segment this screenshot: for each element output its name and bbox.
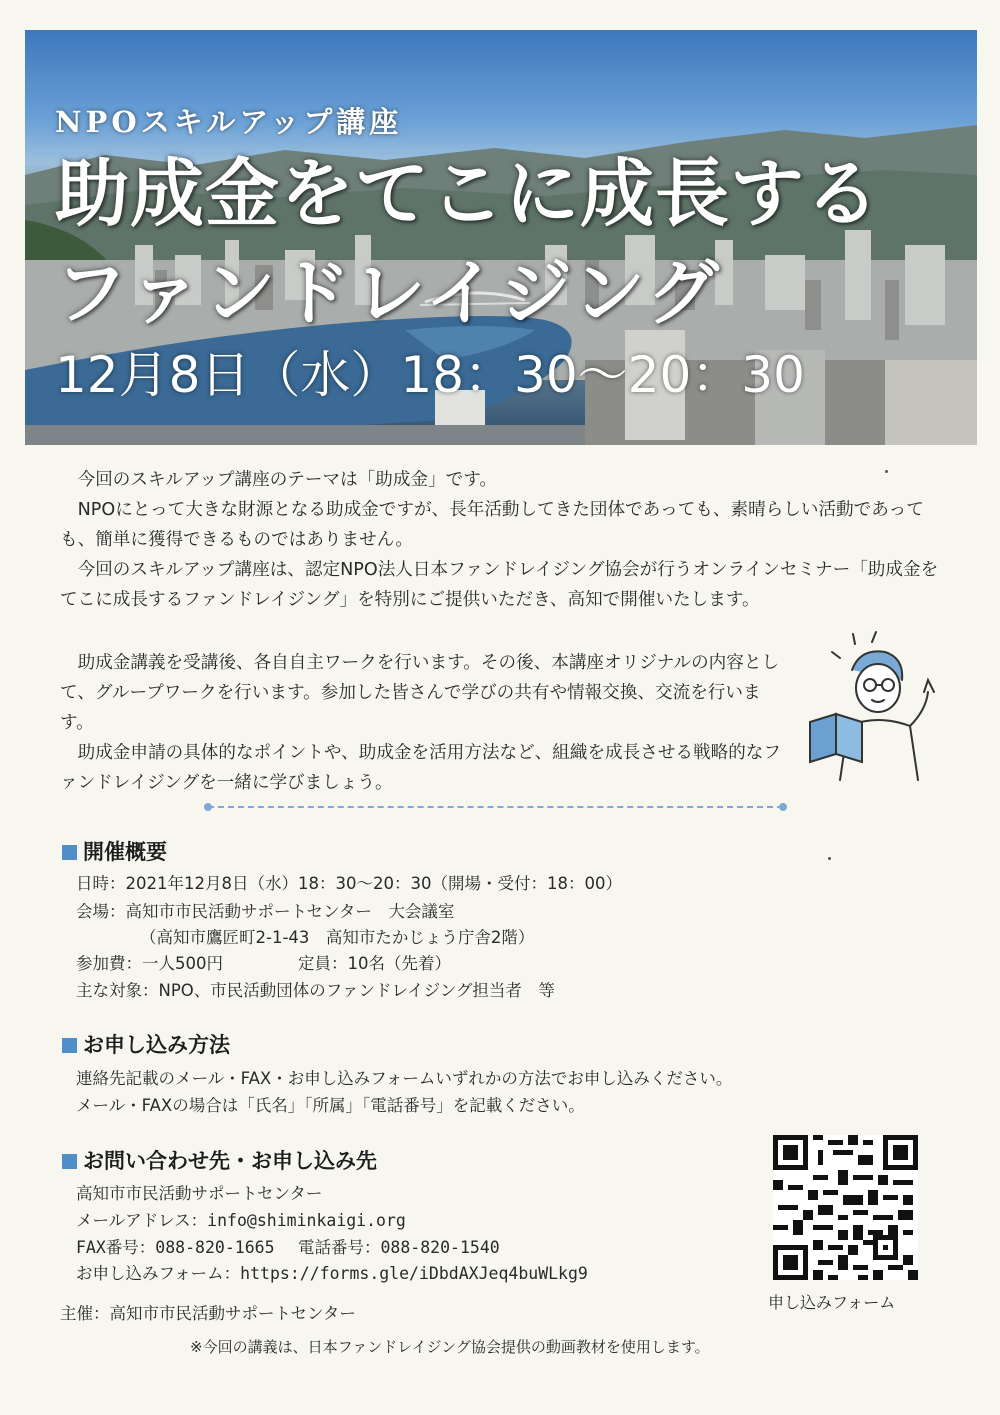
apply-heading-text: お申し込み方法 (83, 1033, 230, 1057)
heading-square-icon (62, 1154, 77, 1169)
overview-capacity: 定員：10名（先着） (298, 954, 451, 973)
qr-caption: 申し込みフォーム (768, 1293, 896, 1312)
intro-paragraph: 助成金申請の具体的なポイントや、助成金を活用方法など、組織を成長させる戦略的なファンドレイジングを一緒に学びましょう。 (60, 743, 781, 793)
qr-code[interactable] (773, 1135, 918, 1280)
contact-heading-text: お問い合わせ先・お申し込み先 (83, 1149, 377, 1173)
heading-square-icon (62, 1038, 77, 1053)
intro-paragraph: 助成金講義を受講後、各自自主ワークを行います。その後、本講座オリジナルの内容として、グループワークを行います。参加した皆さんで学びの共有や情報交換、交流を行います。 (60, 653, 780, 733)
main-title-line2: ファンドレイジング (55, 250, 722, 335)
contact-org: 高知市市民活動サポートセンター (76, 1184, 323, 1203)
overview-heading (62, 836, 167, 866)
contact-form-url[interactable]: お申し込みフォーム：https://forms.gle/iDbdAXJeq4buWLkg9 (76, 1264, 588, 1283)
intro-text-2 (60, 648, 790, 798)
reading-person-illustration (800, 630, 950, 790)
overview-target: 主な対象：NPO、市民活動団体のファンドレイジング担当者 等 (76, 981, 555, 1000)
contact-tel: 電話番号：088-820-1540 (298, 1238, 500, 1257)
overview-fee: 参加費：一人500円 (76, 954, 223, 973)
intro-paragraph: 今回のスキルアップ講座のテーマは「助成金」です。 (77, 470, 498, 490)
intro-text (60, 465, 950, 615)
section-divider (208, 806, 783, 808)
organizer: 主催：高知市市民活動サポートセンター (60, 1304, 356, 1323)
heading-square-icon (62, 845, 77, 860)
intro-paragraph: 今回のスキルアップ講座は、認定NPO法人日本ファンドレイジング協会が行うオンラインセミナー「助成金をてこに成長するファンドレイジング」を特別にご提供いただき、高知で開催いたします。 (60, 560, 939, 610)
intro-paragraph: NPOにとって大きな財源となる助成金ですが、長年活動してきた団体であっても、素晴らしい活動であっても、簡単に獲得できるものではありません。 (60, 500, 924, 550)
overview-address: （高知市鷹匠町2-1-43 高知市たかじょう庁舎2階） (140, 928, 535, 947)
apply-note: メール・FAXの場合は「氏名」「所属」「電話番号」を記載ください。 (76, 1096, 585, 1115)
series-subtitle: NPOスキルアップ講座 (55, 105, 403, 139)
event-datetime: 12月8日（水）18：30〜20：30 (55, 346, 805, 404)
overview-heading-text: 開催概要 (83, 840, 167, 864)
contact-heading (62, 1145, 377, 1175)
hero-banner (25, 30, 977, 445)
main-title-line1: 助成金をてこに成長する (55, 151, 880, 237)
apply-instruction: 連絡先記載のメール・FAX・お申し込みフォームいずれかの方法でお申し込みください。 (76, 1069, 733, 1088)
contact-fax: FAX番号：088-820-1665 (76, 1238, 275, 1257)
overview-venue: 会場：高知市市民活動サポートセンター 大会議室 (76, 902, 455, 921)
scan-speck (828, 857, 831, 860)
scan-speck (885, 470, 888, 473)
footnote: ※今回の講義は、日本ファンドレイジング協会提供の動画教材を使用します。 (190, 1338, 710, 1356)
contact-email[interactable]: メールアドレス：info@shiminkaigi.org (76, 1211, 406, 1230)
apply-heading (62, 1029, 230, 1059)
overview-datetime: 日時：2021年12月8日（水）18：30〜20：30（開場・受付：18：00） (76, 874, 622, 893)
